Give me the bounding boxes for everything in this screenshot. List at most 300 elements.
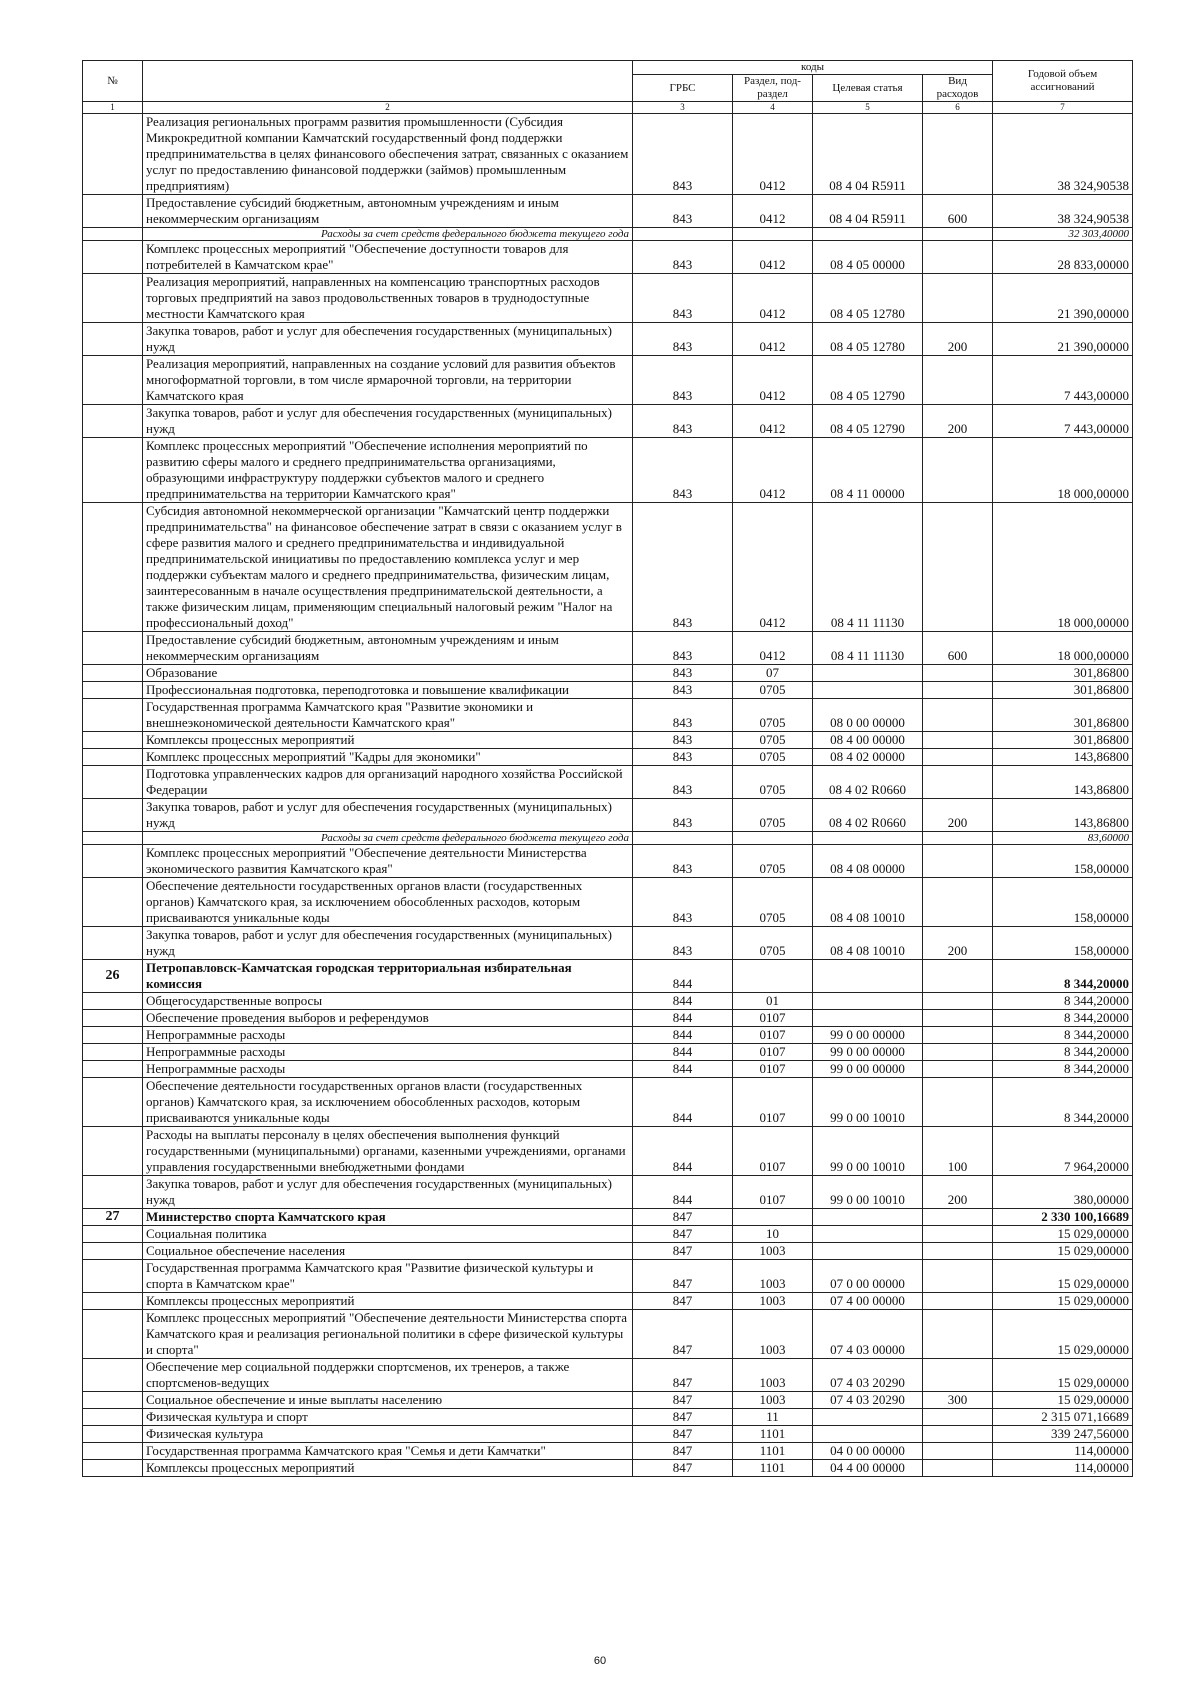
row-razdel: 0107: [733, 1027, 813, 1044]
header-index: 1: [83, 102, 143, 114]
table-row: [83, 1061, 1133, 1078]
row-name: Государственная программа Камчатского края "Развитие экономики и внешнеэкономической деятельности Камчатского края": [143, 699, 633, 732]
row-grbs: 847: [633, 1460, 733, 1477]
row-sum: 8 344,20000: [993, 960, 1133, 993]
row-celevaya: 08 4 05 12790: [813, 356, 923, 405]
row-vid: [923, 845, 993, 878]
row-grbs: 843: [633, 799, 733, 832]
row-grbs: 843: [633, 878, 733, 927]
row-grbs: 847: [633, 1426, 733, 1443]
row-name: Обеспечение мер социальной поддержки спортсменов, их тренеров, а также спортсменов-ведущих: [143, 1359, 633, 1392]
row-sum: 2 330 100,16689: [993, 1209, 1133, 1226]
table-row: [83, 1409, 1133, 1426]
table-row: [83, 665, 1133, 682]
row-grbs: 847: [633, 1443, 733, 1460]
row-name: Реализация мероприятий, направленных на компенсацию транспортных расходов торговых предприятий на завоз продовольственных товаров в труднодоступные местности Камчатского края: [143, 274, 633, 323]
table-row: [83, 960, 1133, 993]
row-number: [83, 878, 143, 927]
row-grbs: 843: [633, 274, 733, 323]
row-number: 27: [83, 1209, 143, 1226]
row-vid: [923, 1078, 993, 1127]
row-name: Закупка товаров, работ и услуг для обеспечения государственных (муниципальных) нужд: [143, 799, 633, 832]
row-razdel: 1101: [733, 1426, 813, 1443]
header-grbs: ГРБС: [633, 75, 733, 102]
row-vid: 300: [923, 1392, 993, 1409]
row-vid: [923, 1027, 993, 1044]
table-row: [83, 438, 1133, 503]
row-celevaya: [813, 1226, 923, 1243]
row-number: [83, 503, 143, 632]
row-celevaya: [813, 832, 923, 845]
row-vid: 200: [923, 1176, 993, 1209]
row-grbs: 843: [633, 927, 733, 960]
row-vid: 200: [923, 927, 993, 960]
row-grbs: 847: [633, 1359, 733, 1392]
row-celevaya: 08 4 05 12780: [813, 274, 923, 323]
row-razdel: 1101: [733, 1443, 813, 1460]
row-number: [83, 1460, 143, 1477]
row-name: Социальная политика: [143, 1226, 633, 1243]
table-body: [83, 114, 1133, 1477]
row-grbs: [633, 832, 733, 845]
row-razdel: 0705: [733, 766, 813, 799]
row-razdel: 1003: [733, 1310, 813, 1359]
row-razdel: 0412: [733, 632, 813, 665]
row-name: Комплекс процессных мероприятий "Обеспечение деятельности Министерства экономического развития Камчатского края": [143, 845, 633, 878]
row-vid: [923, 114, 993, 195]
row-name: Закупка товаров, работ и услуг для обеспечения государственных (муниципальных) нужд: [143, 323, 633, 356]
row-vid: [923, 1359, 993, 1392]
row-celevaya: [813, 993, 923, 1010]
row-grbs: 843: [633, 195, 733, 228]
table-row: [83, 1044, 1133, 1061]
header-index: 6: [923, 102, 993, 114]
row-name: Комплексы процессных мероприятий: [143, 1460, 633, 1477]
table-row: [83, 632, 1133, 665]
row-number: [83, 323, 143, 356]
row-vid: [923, 503, 993, 632]
table-row: [83, 749, 1133, 766]
row-celevaya: 08 4 00 00000: [813, 732, 923, 749]
row-sum: 15 029,00000: [993, 1260, 1133, 1293]
row-name: Социальное обеспечение и иные выплаты населению: [143, 1392, 633, 1409]
row-vid: [923, 274, 993, 323]
row-sum: 301,86800: [993, 665, 1133, 682]
table-row: [83, 1209, 1133, 1226]
row-name: Реализация региональных программ развития промышленности (Субсидия Микрокредитной компании Камчатский государственный фонд поддержки предпринимательства в целях финансового обеспечения затрат, связанных с оказанием услуг по предоставлению финансовой поддержки (займов) промышленным предприятиям): [143, 114, 633, 195]
table-row: [83, 1426, 1133, 1443]
row-number: [83, 1010, 143, 1027]
row-celevaya: [813, 960, 923, 993]
row-celevaya: 07 0 00 00000: [813, 1260, 923, 1293]
row-sum: 8 344,20000: [993, 1078, 1133, 1127]
row-name: Петропавловск-Камчатская городская территориальная избирательная комиссия: [143, 960, 633, 993]
row-razdel: 0412: [733, 274, 813, 323]
row-vid: [923, 832, 993, 845]
row-sum: 15 029,00000: [993, 1293, 1133, 1310]
table-row: [83, 927, 1133, 960]
row-vid: [923, 1426, 993, 1443]
header-index: 7: [993, 102, 1133, 114]
header-index: 4: [733, 102, 813, 114]
row-razdel: 10: [733, 1226, 813, 1243]
row-number: [83, 845, 143, 878]
row-vid: 200: [923, 405, 993, 438]
row-sum: 8 344,20000: [993, 1027, 1133, 1044]
row-grbs: 843: [633, 699, 733, 732]
row-razdel: 0705: [733, 749, 813, 766]
row-celevaya: 08 4 11 00000: [813, 438, 923, 503]
row-celevaya: 07 4 03 20290: [813, 1359, 923, 1392]
row-razdel: 0412: [733, 356, 813, 405]
table-row: [83, 878, 1133, 927]
table-row: [83, 356, 1133, 405]
row-celevaya: [813, 228, 923, 241]
table-row: [83, 993, 1133, 1010]
row-name: Физическая культура и спорт: [143, 1409, 633, 1426]
note-row: [83, 228, 1133, 241]
row-razdel: 1101: [733, 1460, 813, 1477]
header-index: 2: [143, 102, 633, 114]
row-celevaya: 08 4 05 12790: [813, 405, 923, 438]
row-name: Комплекс процессных мероприятий "Обеспечение доступности товаров для потребителей в Камчатском крае": [143, 241, 633, 274]
row-number: [83, 1293, 143, 1310]
row-vid: [923, 682, 993, 699]
row-razdel: 0705: [733, 699, 813, 732]
row-celevaya: 99 0 00 00000: [813, 1027, 923, 1044]
budget-table: [82, 60, 1133, 1477]
row-vid: [923, 993, 993, 1010]
row-name: Общегосударственные вопросы: [143, 993, 633, 1010]
table-row: [83, 799, 1133, 832]
row-vid: [923, 878, 993, 927]
row-grbs: 847: [633, 1243, 733, 1260]
table-row: [83, 241, 1133, 274]
row-razdel: 1003: [733, 1260, 813, 1293]
row-number: [83, 114, 143, 195]
row-celevaya: [813, 665, 923, 682]
row-vid: 200: [923, 323, 993, 356]
row-number: [83, 832, 143, 845]
row-vid: [923, 1243, 993, 1260]
row-number: [83, 405, 143, 438]
row-celevaya: 08 4 08 00000: [813, 845, 923, 878]
row-name: Реализация мероприятий, направленных на создание условий для развития объектов многоформатной торговли, в том числе ярмарочной торговли, на территории Камчатского края: [143, 356, 633, 405]
row-number: [83, 1027, 143, 1044]
row-celevaya: 08 4 02 R0660: [813, 799, 923, 832]
row-grbs: 847: [633, 1209, 733, 1226]
row-sum: 7 443,00000: [993, 405, 1133, 438]
row-vid: [923, 1293, 993, 1310]
row-vid: [923, 1209, 993, 1226]
row-sum: 28 833,00000: [993, 241, 1133, 274]
row-name: Расходы на выплаты персоналу в целях обеспечения выполнения функций государственными (муниципальными) органами, казенными учреждениями, органами управления государственными внебюджетными фондами: [143, 1127, 633, 1176]
header-index-row: [83, 102, 1133, 114]
row-grbs: 844: [633, 1044, 733, 1061]
row-grbs: 843: [633, 323, 733, 356]
row-vid: [923, 1443, 993, 1460]
row-celevaya: 99 0 00 10010: [813, 1127, 923, 1176]
row-grbs: 843: [633, 749, 733, 766]
row-grbs: 844: [633, 1078, 733, 1127]
table-row: [83, 1392, 1133, 1409]
row-sum: 15 029,00000: [993, 1359, 1133, 1392]
table-row: [83, 1460, 1133, 1477]
row-number: [83, 274, 143, 323]
row-number: [83, 1392, 143, 1409]
row-sum: 158,00000: [993, 878, 1133, 927]
row-number: [83, 438, 143, 503]
row-name: Министерство спорта Камчатского края: [143, 1209, 633, 1226]
row-celevaya: [813, 1209, 923, 1226]
row-celevaya: 08 4 08 10010: [813, 878, 923, 927]
row-vid: [923, 1409, 993, 1426]
row-grbs: 843: [633, 665, 733, 682]
row-sum: 301,86800: [993, 699, 1133, 732]
row-vid: [923, 1226, 993, 1243]
table-row: [83, 503, 1133, 632]
row-celevaya: 08 4 11 11130: [813, 503, 923, 632]
row-celevaya: [813, 1409, 923, 1426]
row-grbs: 843: [633, 241, 733, 274]
row-razdel: 1003: [733, 1392, 813, 1409]
row-grbs: 844: [633, 1127, 733, 1176]
row-number: [83, 799, 143, 832]
row-name: Закупка товаров, работ и услуг для обеспечения государственных (муниципальных) нужд: [143, 405, 633, 438]
row-grbs: 844: [633, 993, 733, 1010]
row-name: Физическая культура: [143, 1426, 633, 1443]
row-vid: [923, 1460, 993, 1477]
row-name: Социальное обеспечение населения: [143, 1243, 633, 1260]
row-celevaya: 08 4 11 11130: [813, 632, 923, 665]
row-number: [83, 927, 143, 960]
row-celevaya: 04 4 00 00000: [813, 1460, 923, 1477]
table-row: [83, 1176, 1133, 1209]
row-celevaya: 99 0 00 00000: [813, 1061, 923, 1078]
row-razdel: 0705: [733, 799, 813, 832]
row-sum: 143,86800: [993, 766, 1133, 799]
row-name: Подготовка управленческих кадров для организаций народного хозяйства Российской Федерации: [143, 766, 633, 799]
row-razdel: 0412: [733, 438, 813, 503]
row-number: [83, 241, 143, 274]
row-number: [83, 356, 143, 405]
row-vid: [923, 1061, 993, 1078]
row-sum: 114,00000: [993, 1443, 1133, 1460]
row-razdel: 01: [733, 993, 813, 1010]
row-sum: 8 344,20000: [993, 1044, 1133, 1061]
row-celevaya: 08 4 08 10010: [813, 927, 923, 960]
row-number: [83, 1226, 143, 1243]
row-name: Непрограммные расходы: [143, 1044, 633, 1061]
row-razdel: 0705: [733, 927, 813, 960]
table-row: [83, 195, 1133, 228]
row-razdel: 0412: [733, 241, 813, 274]
row-sum: 143,86800: [993, 799, 1133, 832]
row-grbs: 843: [633, 766, 733, 799]
row-razdel: 0412: [733, 195, 813, 228]
row-name: Непрограммные расходы: [143, 1027, 633, 1044]
row-celevaya: 08 4 05 00000: [813, 241, 923, 274]
budget-table-page: [82, 60, 1132, 1477]
row-sum: 7 964,20000: [993, 1127, 1133, 1176]
row-celevaya: 99 0 00 10010: [813, 1176, 923, 1209]
row-number: [83, 1061, 143, 1078]
row-grbs: [633, 228, 733, 241]
row-sum: 2 315 071,16689: [993, 1409, 1133, 1426]
row-grbs: 847: [633, 1226, 733, 1243]
row-grbs: 847: [633, 1310, 733, 1359]
row-vid: [923, 1260, 993, 1293]
row-celevaya: 04 0 00 00000: [813, 1443, 923, 1460]
row-number: [83, 1426, 143, 1443]
row-name: Государственная программа Камчатского края "Развитие физической культуры и спорта в Камчатском крае": [143, 1260, 633, 1293]
row-grbs: 844: [633, 1027, 733, 1044]
row-razdel: 0412: [733, 323, 813, 356]
header-codes: коды: [633, 61, 993, 75]
row-name: Непрограммные расходы: [143, 1061, 633, 1078]
page-number: 60: [593, 1655, 607, 1667]
row-sum: 21 390,00000: [993, 323, 1133, 356]
row-sum: 339 247,56000: [993, 1426, 1133, 1443]
row-number: 26: [83, 960, 143, 993]
row-razdel: 11: [733, 1409, 813, 1426]
row-number: [83, 732, 143, 749]
row-number: [83, 699, 143, 732]
row-sum: 301,86800: [993, 732, 1133, 749]
row-sum: 15 029,00000: [993, 1310, 1133, 1359]
row-grbs: 843: [633, 632, 733, 665]
row-razdel: 0705: [733, 878, 813, 927]
row-name: Комплексы процессных мероприятий: [143, 1293, 633, 1310]
row-name: Предоставление субсидий бюджетным, автономным учреждениям и иным некоммерческим организациям: [143, 195, 633, 228]
header-razdel: Раздел, под-раздел: [733, 75, 813, 102]
row-sum: 8 344,20000: [993, 1061, 1133, 1078]
table-row: [83, 1010, 1133, 1027]
row-sum: 38 324,90538: [993, 195, 1133, 228]
row-name: Комплексы процессных мероприятий: [143, 732, 633, 749]
row-celevaya: [813, 1426, 923, 1443]
row-name: Образование: [143, 665, 633, 682]
table-header: [83, 61, 1133, 114]
row-sum: 15 029,00000: [993, 1392, 1133, 1409]
row-name: Профессиональная подготовка, переподготовка и повышение квалификации: [143, 682, 633, 699]
row-grbs: 847: [633, 1392, 733, 1409]
row-sum: 158,00000: [993, 927, 1133, 960]
row-sum: 83,60000: [993, 832, 1133, 845]
row-sum: 15 029,00000: [993, 1226, 1133, 1243]
table-row: [83, 1310, 1133, 1359]
table-row: [83, 114, 1133, 195]
row-vid: [923, 241, 993, 274]
row-razdel: 0705: [733, 732, 813, 749]
row-number: [83, 632, 143, 665]
row-grbs: 843: [633, 438, 733, 503]
row-razdel: 0412: [733, 114, 813, 195]
row-number: [83, 1078, 143, 1127]
row-celevaya: 07 4 03 20290: [813, 1392, 923, 1409]
row-razdel: 0107: [733, 1010, 813, 1027]
table-row: [83, 699, 1133, 732]
row-vid: [923, 228, 993, 241]
row-number: [83, 1176, 143, 1209]
row-number: [83, 1044, 143, 1061]
note-row: [83, 832, 1133, 845]
row-celevaya: 99 0 00 10010: [813, 1078, 923, 1127]
row-vid: [923, 438, 993, 503]
row-razdel: 1003: [733, 1359, 813, 1392]
row-grbs: 843: [633, 503, 733, 632]
row-celevaya: 08 4 04 R5911: [813, 114, 923, 195]
row-celevaya: 07 4 03 00000: [813, 1310, 923, 1359]
row-grbs: 843: [633, 845, 733, 878]
row-razdel: 07: [733, 665, 813, 682]
row-vid: [923, 1010, 993, 1027]
row-grbs: 843: [633, 114, 733, 195]
table-row: [83, 1293, 1133, 1310]
row-name: Обеспечение проведения выборов и референдумов: [143, 1010, 633, 1027]
row-vid: [923, 732, 993, 749]
row-vid: [923, 356, 993, 405]
table-row: [83, 1226, 1133, 1243]
row-razdel: 1003: [733, 1243, 813, 1260]
row-razdel: 1003: [733, 1293, 813, 1310]
row-grbs: 843: [633, 405, 733, 438]
row-name: Расходы за счет средств федерального бюджета текущего года: [143, 228, 633, 241]
row-number: [83, 665, 143, 682]
row-sum: 21 390,00000: [993, 274, 1133, 323]
row-number: [83, 1409, 143, 1426]
row-sum: 32 303,40000: [993, 228, 1133, 241]
row-grbs: 843: [633, 356, 733, 405]
row-sum: 18 000,00000: [993, 438, 1133, 503]
row-celevaya: [813, 1243, 923, 1260]
row-celevaya: 08 4 02 R0660: [813, 766, 923, 799]
row-vid: 600: [923, 195, 993, 228]
row-name: Субсидия автономной некоммерческой организации "Камчатский центр поддержки предпринимательства" на финансовое обеспечение затрат в связи с оказанием услуг в сфере развития малого и среднего предпринимательства и индивидуальной предпринимательской инициативы по предоставлению комплекса услуг и мер поддержки субъектам малого и среднего предпринимательства, физическим лицам, заинтересованным в начале осуществления предпринимательской деятельности, а также физическим лицам, применяющим специальный налоговый режим "Налог на профессиональный доход": [143, 503, 633, 632]
table-row: [83, 682, 1133, 699]
row-number: [83, 1260, 143, 1293]
table-row: [83, 274, 1133, 323]
row-grbs: 844: [633, 960, 733, 993]
row-vid: [923, 766, 993, 799]
row-number: [83, 1359, 143, 1392]
table-row: [83, 732, 1133, 749]
header-num: №: [83, 61, 143, 102]
row-name: Комплекс процессных мероприятий "Обеспечение деятельности Министерства спорта Камчатского края и реализация региональной политики в сфере физической культуры и спорта": [143, 1310, 633, 1359]
row-number: [83, 1443, 143, 1460]
header-index: 3: [633, 102, 733, 114]
row-grbs: 843: [633, 732, 733, 749]
row-vid: 600: [923, 632, 993, 665]
row-grbs: 843: [633, 682, 733, 699]
row-number: [83, 1243, 143, 1260]
row-razdel: 0412: [733, 503, 813, 632]
row-razdel: 0107: [733, 1176, 813, 1209]
row-name: Предоставление субсидий бюджетным, автономным учреждениям и иным некоммерческим организациям: [143, 632, 633, 665]
row-name: Закупка товаров, работ и услуг для обеспечения государственных (муниципальных) нужд: [143, 927, 633, 960]
row-vid: 100: [923, 1127, 993, 1176]
row-vid: [923, 749, 993, 766]
header-vid: Вид расходов: [923, 75, 993, 102]
row-sum: 8 344,20000: [993, 993, 1133, 1010]
table-row: [83, 405, 1133, 438]
row-celevaya: 08 0 00 00000: [813, 699, 923, 732]
table-row: [83, 1027, 1133, 1044]
row-name: Комплекс процессных мероприятий "Кадры для экономики": [143, 749, 633, 766]
row-number: [83, 1310, 143, 1359]
header-sum: Годовой объем ассигнований: [993, 61, 1133, 102]
table-row: [83, 766, 1133, 799]
